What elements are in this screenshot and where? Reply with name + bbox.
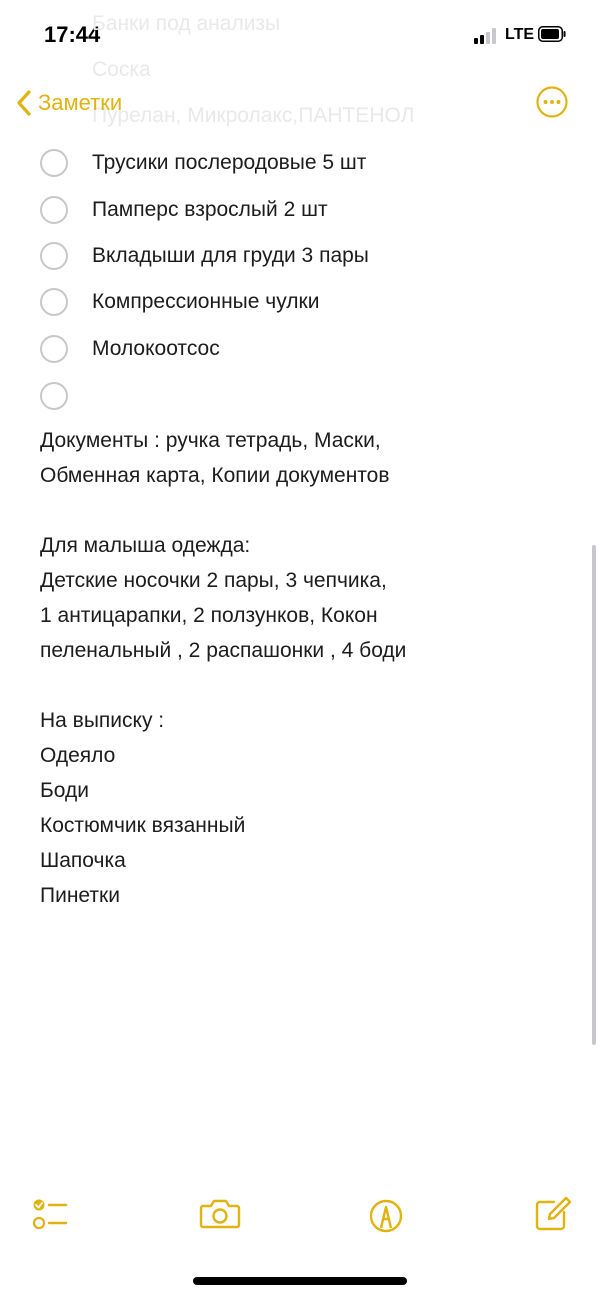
- status-bar: [0, 0, 600, 70]
- compose-icon[interactable]: [530, 1192, 574, 1236]
- checklist-icon[interactable]: [28, 1192, 72, 1236]
- more-options-icon[interactable]: [536, 86, 568, 118]
- faded-note-line: Банки под анализы: [92, 12, 281, 35]
- checkbox-circle-icon[interactable]: [40, 196, 68, 224]
- chevron-left-icon: [16, 89, 32, 117]
- camera-icon[interactable]: [198, 1192, 242, 1236]
- battery-icon: [538, 26, 566, 42]
- checklist-item: [40, 193, 560, 229]
- status-time: 17:44: [44, 22, 101, 47]
- checklist-item-label[interactable]: Трусики послеродовые 5 шт: [92, 151, 367, 174]
- checkbox-circle-icon[interactable]: [40, 288, 68, 316]
- markup-pen-icon[interactable]: [364, 1192, 408, 1236]
- faded-note-line: Соска: [92, 58, 151, 81]
- back-button[interactable]: [16, 86, 122, 120]
- navigation-bar: [0, 80, 600, 126]
- cellular-signal-icon: [474, 28, 500, 44]
- scrollbar[interactable]: [592, 545, 596, 1045]
- faded-note-line: Пурелан, Микролакс,ПАНТЕНОЛ: [92, 104, 415, 127]
- checklist-item: [40, 332, 560, 368]
- checkbox-circle-icon[interactable]: [40, 149, 68, 177]
- checklist-item: [40, 239, 560, 275]
- checkbox-circle-icon[interactable]: [40, 335, 68, 363]
- checklist-item: [40, 146, 560, 182]
- note-body-text[interactable]: Документы : ручка тетрадь, Маски, Обменная карта, Копии документов Для малыша одежда: Детские носочки 2 пары, 3 чепчика, 1 антицарапки, 2 ползунков, Кокон пеленальный , 2 распашонки , 4 боди На выписку : Одеяло Боди Костюмчик вязанный Шапочка Пинетки: [40, 429, 407, 907]
- checklist-item-label[interactable]: Компрессионные чулки: [92, 290, 320, 313]
- checklist-item: [40, 379, 560, 415]
- checklist-item: [40, 285, 560, 321]
- bottom-toolbar: [0, 1192, 600, 1244]
- home-indicator[interactable]: [193, 1277, 407, 1285]
- network-type: LTE: [505, 26, 535, 43]
- checklist-item-label[interactable]: Памперс взрослый 2 шт: [92, 198, 328, 221]
- checkbox-circle-icon[interactable]: [40, 382, 68, 410]
- checkbox-circle-icon[interactable]: [40, 242, 68, 270]
- back-button-label: Заметки: [38, 90, 123, 115]
- checklist-item-label[interactable]: Молокоотсос: [92, 337, 220, 360]
- checklist-item-label[interactable]: Вкладыши для груди 3 пары: [92, 244, 369, 267]
